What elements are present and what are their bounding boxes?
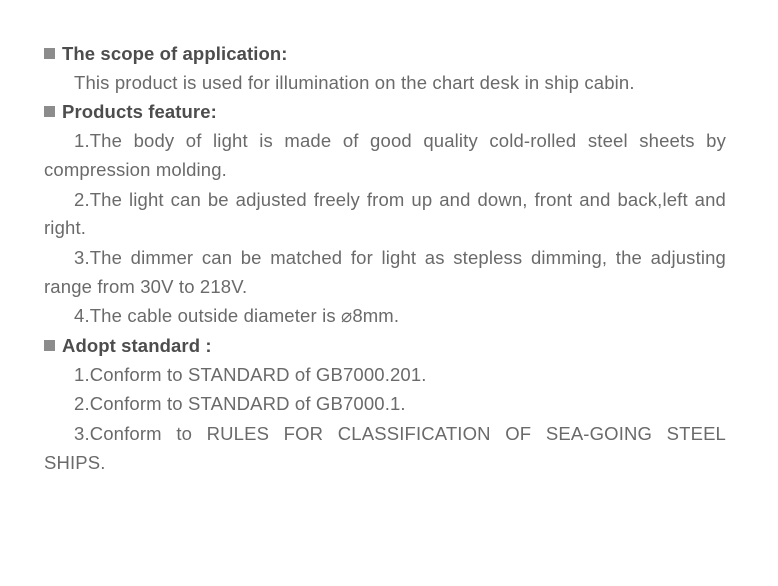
section-heading-text: Adopt standard :: [62, 334, 212, 356]
section-heading-text: Products feature:: [62, 101, 217, 123]
paragraph: 4.The cable outside diameter is ⌀8mm.: [74, 305, 400, 327]
square-bullet-icon: [44, 340, 55, 351]
section-scope: [44, 40, 730, 97]
paragraph: 3.Conform to RULES FOR CLASSIFICATION OF SEA-GOING STEEL SHIPS.: [44, 422, 726, 473]
section-features: [44, 98, 730, 330]
paragraph: This product is used for illumination on the chart desk in ship cabin.: [74, 71, 635, 93]
square-bullet-icon: [44, 48, 55, 59]
section-heading-standards: [44, 332, 730, 360]
paragraph: 2.The light can be adjusted freely from up and down, front and back,left and right.: [44, 188, 726, 239]
section-standards: [44, 332, 730, 477]
paragraph: 1.Conform to STANDARD of GB7000.201.: [74, 363, 427, 385]
section-heading-features: [44, 98, 730, 126]
section-heading-scope: [44, 40, 730, 68]
paragraph: 3.The dimmer can be matched for light as stepless dimming, the adjusting range from 30V to 218V.: [44, 246, 726, 297]
paragraph: 1.The body of light is made of good quality cold-rolled steel sheets by compression molding.: [44, 130, 726, 180]
section-heading-text: The scope of application:: [62, 43, 288, 64]
paragraph: 2.Conform to STANDARD of GB7000.1.: [74, 393, 406, 415]
square-bullet-icon: [44, 106, 55, 117]
